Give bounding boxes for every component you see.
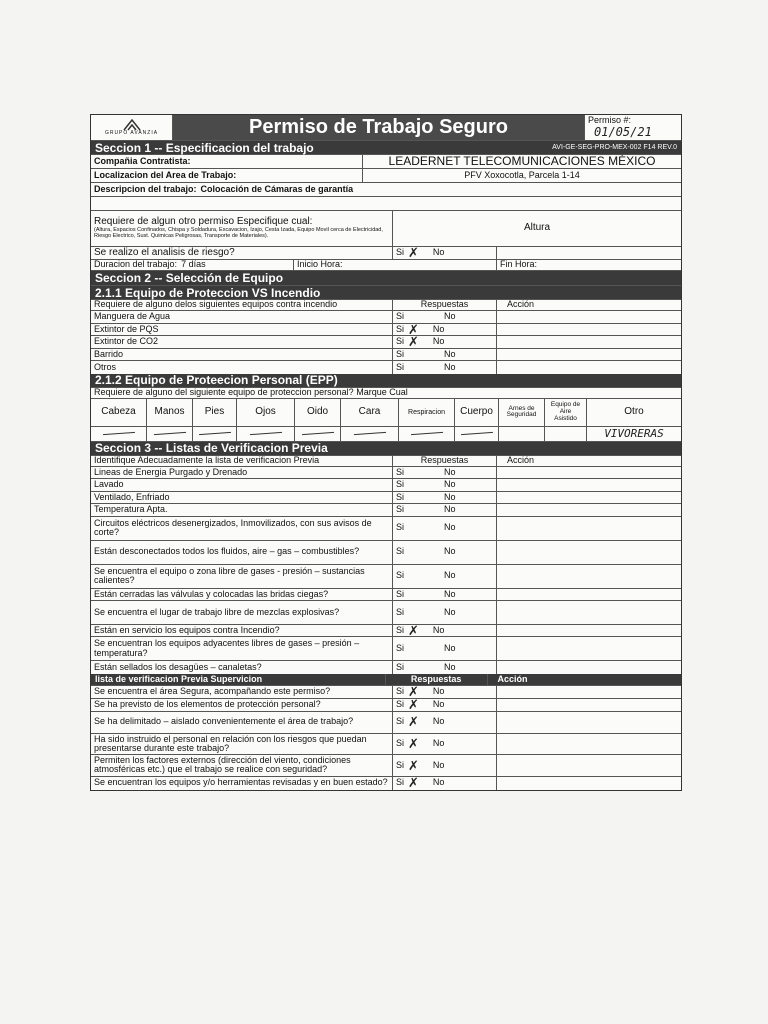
- risk-analysis-row: [91, 247, 681, 260]
- fire-question: Requiere de alguno delos siguientes equipos contra incendio: [91, 300, 393, 310]
- answer-si: Si: [396, 624, 405, 635]
- list1-col-respuestas: Respuestas: [393, 456, 497, 466]
- epp-col-header: Manos: [147, 399, 193, 426]
- list-item: [91, 479, 681, 491]
- list-item: [91, 686, 681, 699]
- item-action: [497, 479, 681, 490]
- item-action: [497, 565, 681, 588]
- checkmark-icon: ✗: [408, 336, 419, 348]
- epp-marks: [91, 427, 681, 442]
- item-label: Se encuentra el equipo o zona libre de gases - presión – sustancias calientes?: [91, 565, 393, 588]
- section2-title: Seccion 2 -- Selección de Equipo: [91, 271, 681, 285]
- answer-si: Si: [396, 479, 405, 490]
- duration-row: [91, 260, 681, 271]
- risk-no: No: [432, 247, 445, 258]
- item-answer: [393, 637, 497, 660]
- risk-analysis-label: Se realizo el analisis de riesgo?: [91, 247, 393, 259]
- item-answer: [393, 492, 497, 503]
- answer-no: No: [444, 348, 456, 359]
- fire-equipment-list: [91, 311, 681, 374]
- answer-si: Si: [396, 698, 405, 709]
- answer-no: No: [432, 698, 445, 709]
- list-item: [91, 565, 681, 589]
- answer-no: No: [432, 759, 445, 770]
- checkmark-icon: ✗: [408, 323, 419, 336]
- item-label: Extintor de PQS: [91, 324, 393, 336]
- handwritten-dash: [411, 432, 443, 435]
- list-item: [91, 336, 681, 349]
- list2-col-accion: Acción: [488, 674, 682, 685]
- location-label: Localizacion del Area de Trabajo:: [91, 169, 363, 182]
- start-hour-label: Inicio Hora:: [294, 260, 497, 270]
- epp-col-header: Otro: [624, 406, 644, 418]
- answer-si: Si: [396, 466, 405, 477]
- description-label: Descripcion del trabajo:: [94, 183, 197, 194]
- list2-header-row: [91, 674, 681, 686]
- item-action: [497, 492, 681, 503]
- contractor-value: LEADERNET TELECOMUNICACIONES MÉXICO: [388, 155, 656, 168]
- item-action: [497, 661, 681, 673]
- list-item: [91, 755, 681, 777]
- list-item: [91, 492, 681, 504]
- answer-no: No: [444, 466, 456, 477]
- list-item: [91, 712, 681, 734]
- list-item: [91, 541, 681, 565]
- list-item: [91, 601, 681, 625]
- item-action: [497, 504, 681, 515]
- item-label: Manguera de Agua: [91, 311, 393, 323]
- item-answer: [393, 699, 497, 711]
- epp-mark: [399, 427, 455, 441]
- answer-no: No: [444, 504, 456, 515]
- item-action: [497, 601, 681, 624]
- list1-col-accion: Acción: [507, 455, 535, 466]
- epp-mark: [91, 427, 147, 441]
- duration-value: 7 días: [181, 260, 206, 270]
- handwritten-dash: [199, 432, 231, 435]
- answer-si: Si: [396, 738, 405, 749]
- answer-si: Si: [396, 588, 405, 599]
- permit-number: [585, 115, 681, 140]
- fire-question-row: [91, 300, 681, 311]
- item-label: Se ha delimitado – aislado convenientemente el área de trabajo?: [91, 712, 393, 733]
- handwritten-dash: [154, 432, 186, 435]
- answer-no: No: [432, 716, 445, 727]
- answer-no: No: [444, 546, 456, 557]
- epp-col-header: Cabeza: [91, 399, 147, 426]
- answer-no: No: [432, 323, 445, 334]
- item-action: [497, 637, 681, 660]
- item-label: Permiten los factores externos (dirección del viento, condiciones atmosféricas etc.) que el trabajo se realice con seguridad?: [91, 755, 393, 776]
- answer-si: Si: [396, 522, 405, 533]
- checkmark-icon: ✗: [408, 698, 419, 711]
- fire-col-accion: Acción: [507, 300, 535, 310]
- page-title: Permiso de Trabajo Seguro: [173, 115, 585, 140]
- answer-si: Si: [396, 491, 405, 502]
- epp-col-header: Respiracion: [399, 399, 455, 426]
- item-label: Ventilado, Enfriado: [91, 492, 393, 503]
- answer-si: Si: [396, 643, 405, 654]
- answer-no: No: [444, 606, 456, 617]
- checkmark-icon: ✗: [408, 624, 419, 637]
- section3-header: [91, 442, 681, 456]
- doc-code: AVI-GE-SEG-PRO-MEX-002 F14 REV.0: [552, 144, 677, 151]
- checkmark-icon: ✗: [408, 776, 419, 790]
- answer-no: No: [444, 588, 456, 599]
- answer-si: Si: [396, 361, 405, 372]
- item-action: [497, 336, 681, 348]
- contractor-label: Compañia Contratista:: [91, 155, 363, 168]
- answer-si: Si: [396, 716, 405, 727]
- answer-no: No: [432, 624, 445, 635]
- item-label: Están sellados los desagües – canaletas?: [91, 661, 393, 673]
- list-item: [91, 734, 681, 756]
- handwritten-dash: [354, 432, 386, 435]
- section1-title: Seccion 1 -- Especificacion del trabajo: [95, 140, 314, 155]
- list-item: [91, 637, 681, 661]
- item-label: Se encuentran los equipos y/o herramientas revisadas y en buen estado?: [91, 777, 393, 790]
- item-action: [497, 734, 681, 755]
- epp-mark: [237, 427, 295, 441]
- list-item: [91, 361, 681, 374]
- checkmark-icon: ✗: [408, 757, 419, 773]
- answer-si: Si: [396, 570, 405, 581]
- permit-number-value: 01/05/21: [594, 124, 652, 139]
- end-hour-label: Fin Hora:: [500, 260, 538, 270]
- answer-no: No: [444, 361, 456, 372]
- supervision-list: [91, 686, 681, 790]
- fire-col-respuestas: Respuestas: [393, 300, 497, 310]
- item-label: Se ha previsto de los elementos de protección personal?: [91, 699, 393, 711]
- other-permit-row: [91, 211, 681, 247]
- item-label: Lavado: [91, 479, 393, 490]
- epp-header: [91, 374, 681, 388]
- answer-no: No: [432, 336, 445, 347]
- item-action: [497, 625, 681, 636]
- blank-row: [91, 197, 681, 211]
- other-permit-value: Altura: [523, 222, 551, 234]
- item-action: [497, 755, 681, 776]
- item-label: Extintor de CO2: [91, 336, 393, 348]
- item-label: Se encuentra el lugar de trabajo libre de mezclas explosivas?: [91, 601, 393, 624]
- epp-title: 2.1.2 Equipo de Proteecion Personal (EPP): [91, 374, 681, 387]
- epp-col-header: Arnes de Seguridad: [499, 399, 545, 426]
- item-action: [497, 361, 681, 374]
- answer-si: Si: [396, 311, 405, 322]
- answer-no: No: [444, 570, 456, 581]
- permit-number-label: Permiso #:: [588, 115, 632, 126]
- checkmark-icon: ✗: [408, 685, 419, 698]
- handwritten-dash: [302, 432, 334, 435]
- epp-col-header: Equipo de Aire Asistido: [545, 399, 587, 426]
- answer-no: No: [432, 777, 445, 788]
- item-answer: [393, 324, 497, 336]
- title-row: [91, 115, 681, 141]
- item-answer: [393, 479, 497, 490]
- item-action: [497, 324, 681, 336]
- answer-si: Si: [396, 661, 405, 672]
- handwritten-dash: [250, 432, 282, 435]
- item-action: [497, 712, 681, 733]
- item-answer: [393, 601, 497, 624]
- list-item: [91, 661, 681, 673]
- list1-header-row: [91, 456, 681, 467]
- list-item: [91, 324, 681, 337]
- item-answer: [393, 625, 497, 636]
- answer-no: No: [444, 522, 456, 533]
- item-action: [497, 777, 681, 790]
- section3-title: Seccion 3 -- Listas de Verificacion Previa: [91, 442, 681, 455]
- other-permit-note: (Altura, Espacios Confinados, Chispa y Soldadura, Excavacion, Izajo, Cesta Izada, Equipo Movil cerca de Electricidad, Riesgo Electrico, Sust. Quimicas Peligrosas, Transporte de Materiales).: [94, 226, 383, 239]
- item-answer: [393, 361, 497, 374]
- item-answer: [393, 467, 497, 478]
- item-answer: [393, 517, 497, 540]
- item-answer: [393, 541, 497, 564]
- epp-mark: [295, 427, 341, 441]
- epp-question: Requiere de alguno del siguiente equipo de proteccion personal? Marque Cual: [94, 387, 408, 398]
- answer-no: No: [444, 491, 456, 502]
- epp-question-row: [91, 388, 681, 399]
- epp-col-header: Cara: [341, 399, 399, 426]
- list-item: [91, 589, 681, 601]
- item-label: Están desconectados todos los fluidos, aire – gas – combustibles?: [91, 541, 393, 564]
- item-answer: [393, 755, 497, 776]
- list-item: [91, 777, 681, 790]
- item-label: Otros: [91, 361, 393, 374]
- risk-si: Si: [396, 247, 405, 258]
- list-item: [91, 311, 681, 324]
- epp-mark: [147, 427, 193, 441]
- answer-no: No: [444, 479, 456, 490]
- item-label: Están en servicio los equipos contra Incendio?: [91, 625, 393, 636]
- list2-header: lista de verificacion Previa Supervicion: [91, 674, 386, 685]
- checkmark-icon: ✗: [408, 736, 419, 752]
- item-action: [497, 517, 681, 540]
- item-answer: [393, 734, 497, 755]
- item-answer: [393, 565, 497, 588]
- logo-text: GRUPO AVANZIA: [104, 129, 159, 136]
- item-answer: [393, 336, 497, 348]
- handwritten-dash: [103, 432, 135, 435]
- epp-mark: [193, 427, 237, 441]
- answer-no: No: [432, 685, 445, 696]
- fire-header: [91, 286, 681, 300]
- item-answer: [393, 686, 497, 698]
- list2-col-respuestas: Respuestas: [386, 674, 488, 685]
- verification-list: [91, 467, 681, 674]
- checkmark-icon: ✗: [408, 247, 419, 259]
- section1-header: [91, 141, 681, 155]
- answer-si: Si: [396, 759, 405, 770]
- epp-mark: [499, 427, 545, 441]
- checkmark-icon: ✗: [408, 714, 419, 730]
- item-answer: [393, 311, 497, 323]
- answer-si: Si: [396, 606, 405, 617]
- company-logo: [91, 115, 173, 140]
- epp-col-header: Oido: [295, 399, 341, 426]
- answer-si: Si: [396, 348, 405, 359]
- item-label: Están cerradas las válvulas y colocadas las bridas ciegas?: [91, 589, 393, 600]
- item-label: Se encuentran los equipos adyacentes libres de gases – presión – temperatura?: [91, 637, 393, 660]
- item-label: Barrido: [91, 349, 393, 361]
- answer-si: Si: [396, 504, 405, 515]
- item-answer: [393, 777, 497, 790]
- item-action: [497, 699, 681, 711]
- answer-si: Si: [396, 777, 405, 788]
- item-label: Temperatura Apta.: [91, 504, 393, 515]
- answer-si: Si: [396, 685, 405, 696]
- epp-col-header: Ojos: [237, 399, 295, 426]
- handwritten-dash: [461, 432, 493, 435]
- answer-si: Si: [396, 323, 405, 334]
- item-action: [497, 686, 681, 698]
- permit-form: [90, 114, 682, 791]
- description-row: [91, 183, 681, 197]
- item-answer: [393, 589, 497, 600]
- duration-label: Duracion del trabajo:: [94, 260, 178, 270]
- answer-no: No: [444, 661, 456, 672]
- list-item: [91, 625, 681, 637]
- list-item: [91, 467, 681, 479]
- answer-si: Si: [396, 336, 405, 347]
- answer-no: No: [432, 738, 445, 749]
- item-answer: [393, 504, 497, 515]
- epp-col-header: Cuerpo: [455, 399, 499, 426]
- list-item: [91, 349, 681, 362]
- item-action: [497, 467, 681, 478]
- answer-si: Si: [396, 546, 405, 557]
- location-value: PFV Xoxocotla, Parcela 1-14: [464, 169, 580, 180]
- item-label: Ha sido instruido el personal en relación con los riesgos que puedan presentarse durante este trabajo?: [91, 734, 393, 755]
- item-action: [497, 541, 681, 564]
- item-label: Circuitos eléctricos desenergizados, Inmovilizados, con sus avisos de corte?: [91, 517, 393, 540]
- fire-title: 2.1.1 Equipo de Proteccion VS Incendio: [91, 286, 681, 299]
- item-label: Se encuentra el área Segura, acompañando este permiso?: [91, 686, 393, 698]
- item-answer: [393, 349, 497, 361]
- item-answer: [393, 661, 497, 673]
- list1-header: Identifique Adecuadamente la lista de verificacion Previa: [91, 456, 393, 466]
- list-item: [91, 517, 681, 541]
- list-item: [91, 504, 681, 516]
- epp-mark: [341, 427, 399, 441]
- section2-header: [91, 271, 681, 286]
- epp-mark: [587, 427, 681, 441]
- epp-mark: [455, 427, 499, 441]
- description-value: Colocación de Cámaras de garantía: [200, 183, 354, 194]
- item-action: [497, 349, 681, 361]
- epp-col-header: Pies: [193, 399, 237, 426]
- item-action: [497, 589, 681, 600]
- epp-mark: [545, 427, 587, 441]
- item-label: Lineas de Energia Purgado y Drenado: [91, 467, 393, 478]
- item-action: [497, 311, 681, 323]
- item-answer: [393, 712, 497, 733]
- location-row: [91, 169, 681, 183]
- contractor-row: [91, 155, 681, 169]
- answer-no: No: [444, 311, 456, 322]
- answer-no: No: [444, 643, 456, 654]
- other-permit-label: Requiere de algun otro permiso Especifique cual:: [94, 216, 313, 228]
- list-item: [91, 699, 681, 712]
- epp-columns: [91, 399, 681, 427]
- epp-other-value: VIVORERAS: [604, 427, 664, 441]
